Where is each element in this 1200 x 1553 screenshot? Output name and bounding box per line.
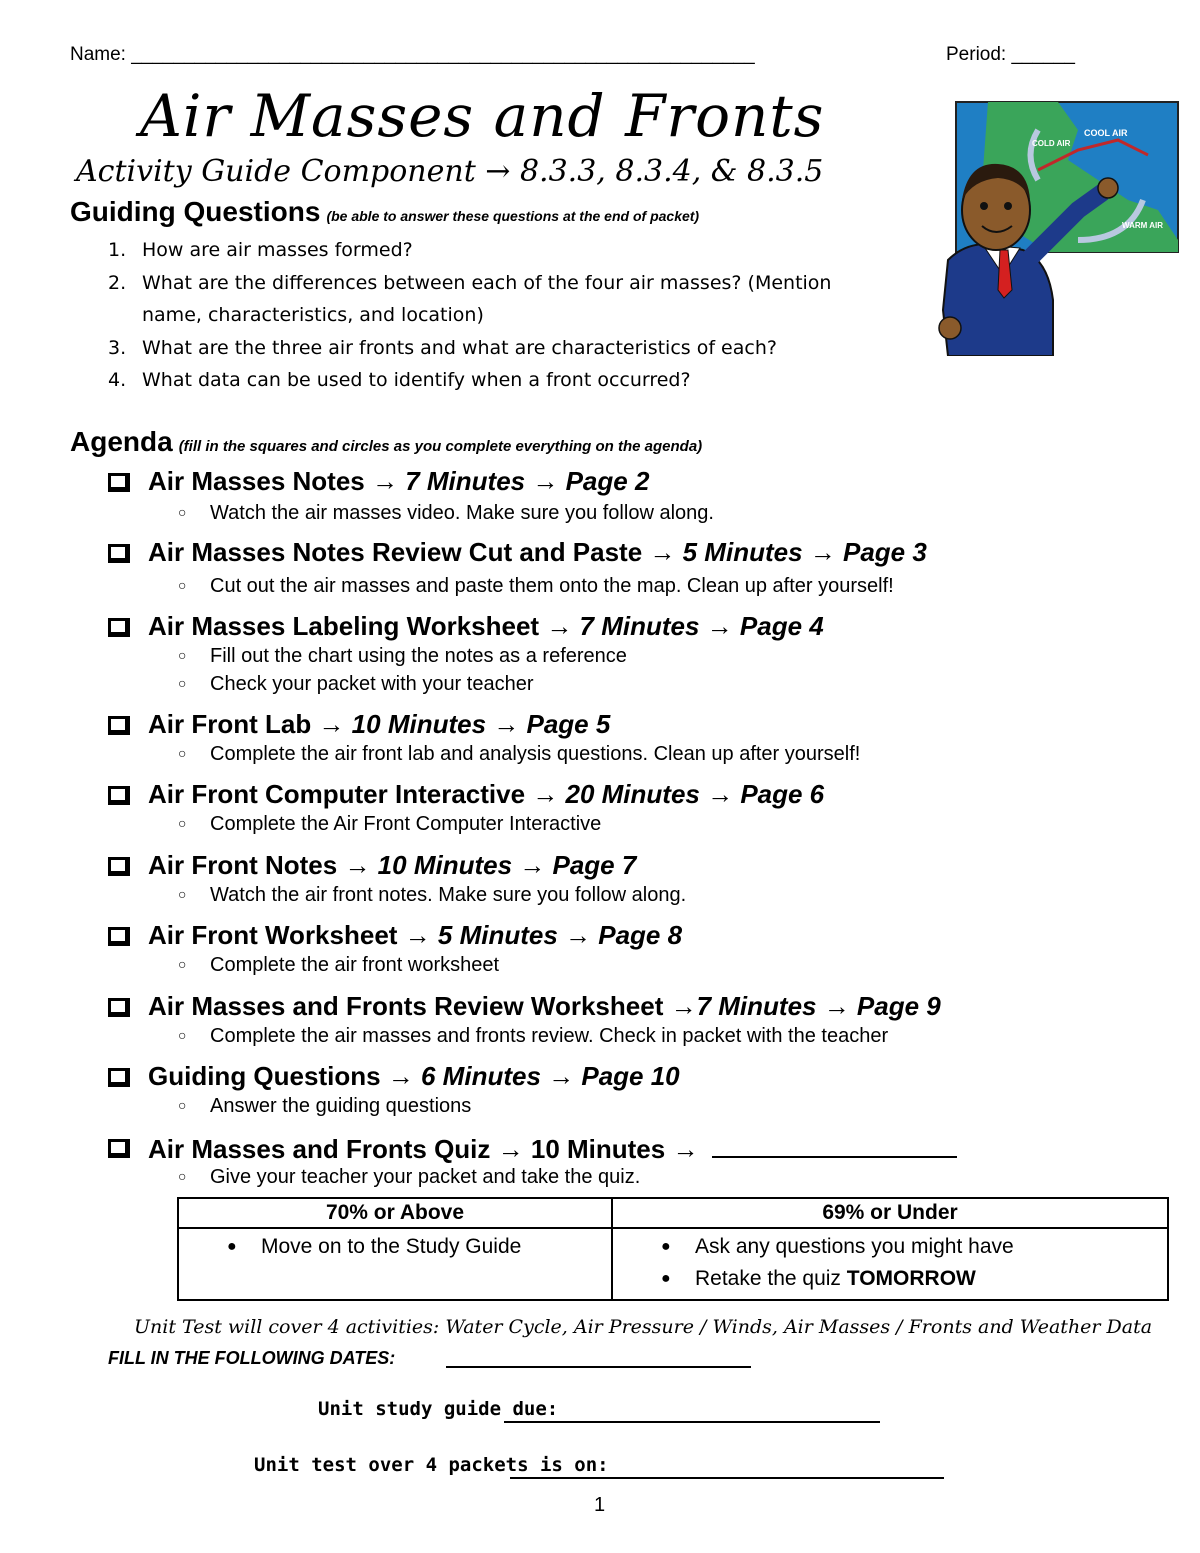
agenda-subitem: ○ Watch the air masses video. Make sure you follow along. (178, 502, 714, 524)
agenda-item (108, 709, 1168, 780)
agenda-item (108, 991, 1168, 1062)
circle-bullet-icon[interactable]: ○ (178, 576, 187, 593)
agenda-item-title: Guiding Questions → 6 Minutes → Page 10 (148, 1061, 680, 1091)
question-item (108, 332, 868, 365)
circle-bullet-icon[interactable]: ○ (178, 956, 187, 972)
header-line (70, 44, 1075, 66)
circle-bullet-icon[interactable]: ○ (178, 1097, 187, 1113)
agenda-subitem: ○ Cut out the air masses and paste them onto the map. Clean up after yourself! (178, 574, 894, 597)
agenda-item-title: Air Masses and Fronts Quiz → 10 Minutes → (148, 1132, 957, 1165)
map-label-cold-air: COLD AIR (1032, 139, 1071, 148)
page-title: Air Masses and Fronts (140, 82, 825, 150)
agenda-item-title: Air Masses Notes → 7 Minutes → Page 2 (148, 466, 650, 496)
agenda-item (108, 779, 1168, 850)
agenda-subitem: ○ Fill out the chart using the notes as a reference (178, 644, 627, 667)
agenda-item-title: Air Masses and Fronts Review Worksheet →7 Minutes → Page 9 (148, 990, 941, 1021)
agenda-checkbox[interactable] (108, 716, 130, 735)
agenda-item-title: Air Front Computer Interactive → 20 Minutes → Page 6 (148, 779, 825, 809)
fill-dates-line[interactable] (446, 1366, 751, 1368)
teacher-left-hand (939, 317, 961, 339)
question-number: 4. (108, 369, 127, 391)
table-bullet: ● Ask any questions you might have (613, 1231, 1167, 1263)
agenda-subitem: ○ Answer the guiding questions (178, 1095, 472, 1117)
question-text: What data can be used to identify when a front occurred? (142, 369, 691, 391)
question-item (108, 364, 868, 397)
fill-dates-label: FILL IN THE FOLLOWING DATES: (108, 1348, 396, 1368)
table-header-under: 69% or Under (612, 1198, 1168, 1228)
weather-teacher-illustration (928, 100, 1180, 356)
question-number: 1. (108, 239, 127, 261)
agenda-checkbox[interactable] (108, 857, 130, 876)
table-bullet: ● Retake the quiz TOMORROW (613, 1263, 1167, 1295)
question-text: How are air masses formed? (142, 239, 413, 261)
agenda-item (108, 611, 1168, 709)
study-guide-due-label: Unit study guide due: (318, 1398, 559, 1420)
page-subtitle: Activity Guide Component → 8.3.3, 8.3.4, & 8.3.5 (76, 154, 824, 189)
agenda-checkbox[interactable] (108, 1139, 130, 1158)
agenda-item (108, 920, 1168, 991)
agenda-title: Agenda (70, 426, 173, 457)
table-cell-above (178, 1228, 612, 1300)
agenda-checkbox[interactable] (108, 786, 130, 805)
agenda-checkbox[interactable] (108, 473, 130, 492)
map-label-warm-air: WARM AIR (1122, 221, 1164, 230)
agenda-checkbox[interactable] (108, 927, 130, 946)
circle-bullet-icon[interactable]: ○ (178, 815, 187, 831)
agenda-item-title: Air Front Notes → 10 Minutes → Page 7 (148, 849, 637, 880)
agenda-subitem: ○ Complete the Air Front Computer Interactive (178, 813, 602, 835)
agenda-item-title: Air Front Worksheet → 5 Minutes → Page 8 (148, 920, 683, 950)
teacher-eye-right (1004, 202, 1012, 210)
agenda-item (108, 466, 1168, 537)
map-label-cool-air: COOL AIR (1084, 128, 1128, 138)
table-bullet: ● Move on to the Study Guide (179, 1231, 611, 1263)
circle-bullet-icon[interactable]: ○ (178, 646, 187, 663)
quiz-date-blank[interactable] (712, 1132, 957, 1158)
agenda-subitem: ○ Complete the air front worksheet (178, 954, 500, 976)
circle-bullet-icon[interactable]: ○ (178, 1167, 187, 1184)
unit-test-note: Unit Test will cover 4 activities: Water Cycle, Air Pressure / Winds, Air Masses / Fronts and Weather Data (134, 1316, 1153, 1338)
unit-test-date-line[interactable] (510, 1477, 944, 1479)
circle-bullet-icon[interactable]: ○ (178, 744, 187, 761)
circle-bullet-icon[interactable]: ○ (178, 1026, 187, 1043)
period-field[interactable]: Period: ______ (946, 44, 1075, 65)
circle-bullet-icon[interactable]: ○ (178, 504, 187, 520)
agenda-item-title: Air Masses Notes Review Cut and Paste → 5 Minutes → Page 3 (148, 536, 927, 567)
agenda-item (108, 850, 1168, 921)
agenda-subitem: ○ Give your teacher your packet and take the quiz. (178, 1165, 641, 1188)
question-number: 3. (108, 336, 127, 359)
table-cell-under (612, 1228, 1168, 1300)
question-text: What are the differences between each of the four air masses? (Mention name, characteristics, and location) (142, 271, 832, 326)
agenda-item-title: Air Masses Labeling Worksheet → 7 Minutes → Page 4 (148, 610, 824, 641)
unit-test-date-label: Unit test over 4 packets is on: (254, 1454, 609, 1476)
teacher-eye-left (980, 202, 988, 210)
circle-bullet-icon[interactable]: ○ (178, 674, 187, 691)
agenda-checkbox[interactable] (108, 618, 130, 637)
circle-bullet-icon[interactable]: ○ (178, 885, 187, 902)
agenda-checkbox[interactable] (108, 998, 130, 1017)
guiding-questions-list (108, 234, 868, 397)
agenda-subitem: ○ Complete the air front lab and analysis questions. Clean up after yourself! (178, 742, 861, 765)
question-text: What are the three air fronts and what are characteristics of each? (142, 336, 777, 359)
teacher-hand (1098, 178, 1118, 198)
agenda-heading (70, 426, 702, 458)
agenda-note: (fill in the squares and circles as you complete everything on the agenda) (178, 438, 703, 455)
guiding-questions-heading (70, 196, 699, 228)
guiding-questions-note: (be able to answer these questions at the end of packet) (326, 208, 700, 224)
agenda-subitem: ○ Watch the air front notes. Make sure you follow along. (178, 883, 687, 906)
name-field[interactable]: Name: ___________________________________________________________ (70, 44, 755, 65)
agenda-item-title: Air Front Lab → 10 Minutes → Page 5 (148, 708, 611, 739)
quiz-result-table (177, 1197, 1169, 1301)
question-item (108, 234, 868, 267)
agenda-subitem: ○ Complete the air masses and fronts review. Check in packet with the teacher (178, 1024, 889, 1047)
agenda-checkbox[interactable] (108, 544, 130, 563)
agenda-list (108, 466, 1168, 1202)
page-number: 1 (594, 1494, 606, 1516)
agenda-subitem: ○ Check your packet with your teacher (178, 672, 534, 695)
agenda-item (108, 537, 1168, 611)
agenda-item (108, 1061, 1168, 1132)
agenda-item (108, 1132, 1168, 1203)
question-item (108, 267, 868, 332)
guiding-questions-title: Guiding Questions (70, 196, 321, 227)
agenda-checkbox[interactable] (108, 1068, 130, 1087)
study-guide-due-line[interactable] (504, 1421, 880, 1423)
table-header-above: 70% or Above (178, 1198, 612, 1228)
question-number: 2. (108, 271, 127, 294)
